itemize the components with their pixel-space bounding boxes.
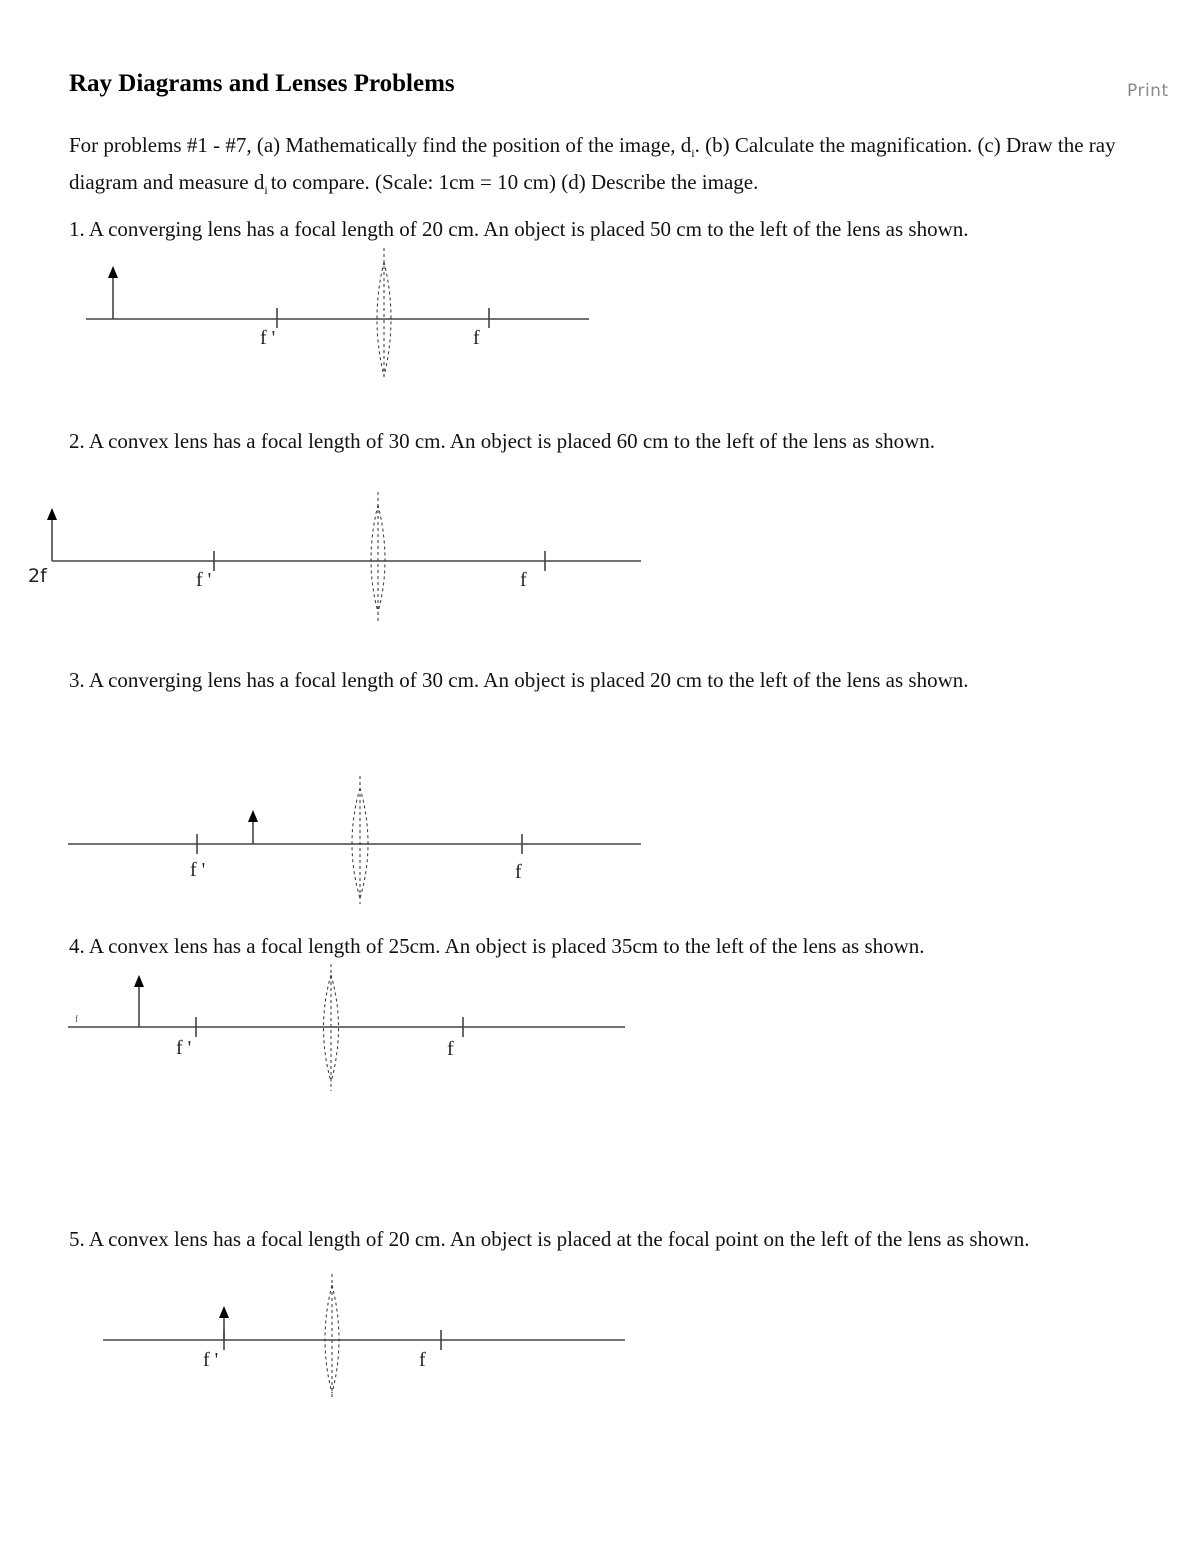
focal-label-left: f ' <box>203 1349 219 1371</box>
instructions-text-3: to compare. (Scale: 1cm = 10 cm) (d) Describe the image. <box>270 170 759 195</box>
instructions <box>69 131 1129 205</box>
lens-icon <box>324 964 339 1091</box>
object-arrow-head <box>108 266 118 278</box>
problem-5-text: 5. A convex lens has a focal length of 20 cm. An object is placed at the focal point on the left of the lens as shown. <box>69 1227 1030 1251</box>
lens-icon <box>377 248 391 380</box>
focal-label-right: f <box>515 861 522 883</box>
problem-2-text: 2. A convex lens has a focal length of 30 cm. An object is placed 60 cm to the left of the lens as shown. <box>69 429 936 453</box>
problem-3-text: 3. A converging lens has a focal length of 30 cm. An object is placed 20 cm to the left of the lens as shown. <box>69 668 969 692</box>
small-tick-mark: f <box>75 1014 78 1024</box>
focal-label-left: f ' <box>196 569 212 591</box>
object-arrow-head <box>134 975 144 987</box>
problem-1-text: 1. A converging lens has a focal length of 20 cm. An object is placed 50 cm to the left of the lens as shown. <box>69 217 969 241</box>
focal-label-right: f <box>520 569 527 591</box>
two-f-label: 2f <box>28 565 47 587</box>
focal-label-right: f <box>447 1038 454 1060</box>
object-arrow-head <box>248 810 258 822</box>
subscript-i: i <box>691 146 695 161</box>
subscript-i: i <box>264 183 271 198</box>
focal-label-left: f ' <box>260 327 276 349</box>
focal-label-left: f ' <box>176 1037 192 1059</box>
instructions-text-2: . (b) Calculate the magnification. (c) Draw the ray diagram and measure d <box>69 133 1116 195</box>
lens-icon <box>371 492 385 622</box>
problem-4-text: 4. A convex lens has a focal length of 25cm. An object is placed 35cm to the left of the lens as shown. <box>69 934 925 958</box>
object-arrow-head <box>47 508 57 520</box>
lens-icon <box>352 776 368 904</box>
object-arrow-head <box>219 1306 229 1318</box>
lens-icon <box>325 1274 339 1400</box>
focal-label-left: f ' <box>190 859 206 881</box>
page-title: Ray Diagrams and Lenses Problems <box>69 70 455 97</box>
print-link[interactable]: Print <box>1127 81 1169 101</box>
focal-label-right: f <box>473 327 480 349</box>
instructions-text-1: For problems #1 - #7, (a) Mathematically find the position of the image, d <box>69 133 692 157</box>
focal-label-right: f <box>419 1349 426 1371</box>
